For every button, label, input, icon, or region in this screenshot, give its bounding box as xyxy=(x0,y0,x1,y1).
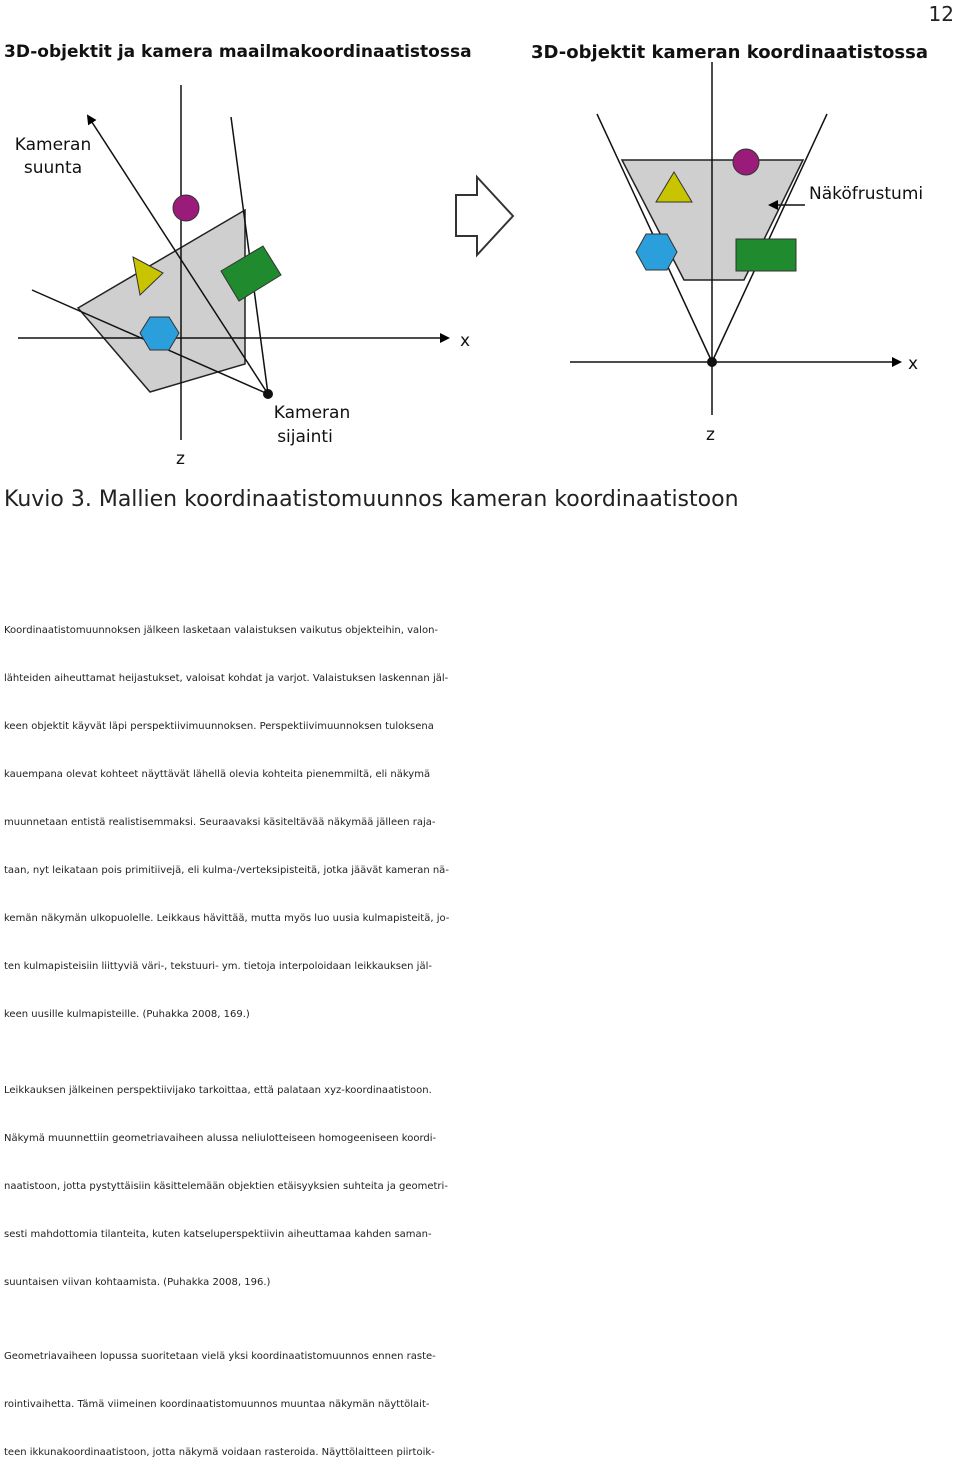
left-camera-position-dot xyxy=(263,389,273,399)
right-panel xyxy=(570,62,923,445)
paragraph-line: sesti mahdottomia tilanteita, kuten katseluperspektiivin aiheuttamaa kahden saman- xyxy=(4,1229,432,1240)
paragraph-line: kemän näkymän ulkopuolelle. Leikkaus hävittää, mutta myös luo uusia kulmapisteitä, jo- xyxy=(4,913,450,924)
left-camera-position-label-2: sijainti xyxy=(277,427,333,447)
paragraph-line: muunnetaan entistä realistisemmaksi. Seuraavaksi käsiteltävää näkymää jälleen raja- xyxy=(4,817,436,828)
paragraph-line: Leikkauksen jälkeinen perspektiivijako tarkoittaa, että palataan xyz-koordinaatistoon. xyxy=(4,1085,432,1096)
paragraph-line: Näkymä muunnettiin geometriavaiheen alussa neliulotteiseen homogeeniseen koordi- xyxy=(4,1133,437,1144)
paragraph-line: keen uusille kulmapisteille. (Puhakka 2008, 169.) xyxy=(4,1009,250,1020)
paragraph-line: Geometriavaiheen lopussa suoritetaan vielä yksi koordinaatistomuunnos ennen raste- xyxy=(4,1351,436,1362)
left-camera-direction-label: Kameran xyxy=(14,135,92,155)
left-panel xyxy=(15,85,470,469)
figure-caption: Kuvio 3. Mallien koordinaatistomuunnos kameran koordinaatistoon xyxy=(4,487,739,512)
figure-right-title: 3D-objektit kameran koordinaatistossa xyxy=(531,42,928,63)
left-frustum xyxy=(78,210,245,392)
right-sphere-shape xyxy=(733,149,759,175)
right-arrow-outline-icon xyxy=(456,177,513,255)
paragraph-line: keen objektit käyvät läpi perspektiivimuunnoksen. Perspektiivimuunnoksen tuloksena xyxy=(4,721,434,732)
page-number: 12 xyxy=(928,2,954,26)
paragraph-2 xyxy=(4,1067,956,1307)
left-x-axis-label: x xyxy=(460,331,471,351)
left-camera-direction-label-2: suunta xyxy=(23,158,83,178)
figure-coordinate-transform xyxy=(0,30,960,480)
paragraph-line: lähteiden aiheuttamat heijastukset, valoisat kohdat ja varjot. Valaistuksen laskennan jäl- xyxy=(4,673,449,684)
paragraph-line: teen ikkunakoordinaatistoon, jotta näkymä voidaan rasteroida. Näyttölaitteen piirtoik- xyxy=(4,1447,435,1458)
figure-diagram xyxy=(0,30,960,480)
right-z-axis-label: z xyxy=(706,425,715,445)
figure-left-title: 3D-objektit ja kamera maailmakoordinaatistossa xyxy=(4,42,472,62)
paragraph-1 xyxy=(4,607,956,1039)
paragraph-3 xyxy=(4,1333,956,1477)
right-box-shape xyxy=(736,239,796,271)
left-sphere-shape xyxy=(173,195,199,221)
right-x-axis-label: x xyxy=(908,354,919,374)
left-camera-position-label: Kameran xyxy=(273,403,351,423)
paragraph-line: suuntaisen viivan kohtaamista. (Puhakka 2008, 196.) xyxy=(4,1277,271,1288)
left-z-axis-label: z xyxy=(176,449,185,469)
paragraph-line: taan, nyt leikataan pois primitiivejä, eli kulma-/verteksipisteitä, jotka jäävät kameran nä- xyxy=(4,865,449,876)
paragraph-line: ten kulmapisteisiin liittyviä väri-, tekstuuri- ym. tietoja interpoloidaan leikkauksen jäl- xyxy=(4,961,432,972)
paragraph-line: rointivaihetta. Tämä viimeinen koordinaatistomuunnos muuntaa näkymän näyttölait- xyxy=(4,1399,430,1410)
paragraph-line: kauempana olevat kohteet näyttävät lähellä olevia kohteita pienemmiltä, eli näkymä xyxy=(4,769,431,780)
paragraph-line: naatistoon, jotta pystyttäisiin käsittelemään objektien etäisyyksien suhteita ja geometri- xyxy=(4,1181,448,1192)
right-camera-position-dot xyxy=(707,357,717,367)
right-frustum-label: Näköfrustumi xyxy=(809,184,924,204)
paragraph-line: Koordinaatistomuunnoksen jälkeen lasketaan valaistuksen vaikutus objekteihin, valon- xyxy=(4,625,439,636)
